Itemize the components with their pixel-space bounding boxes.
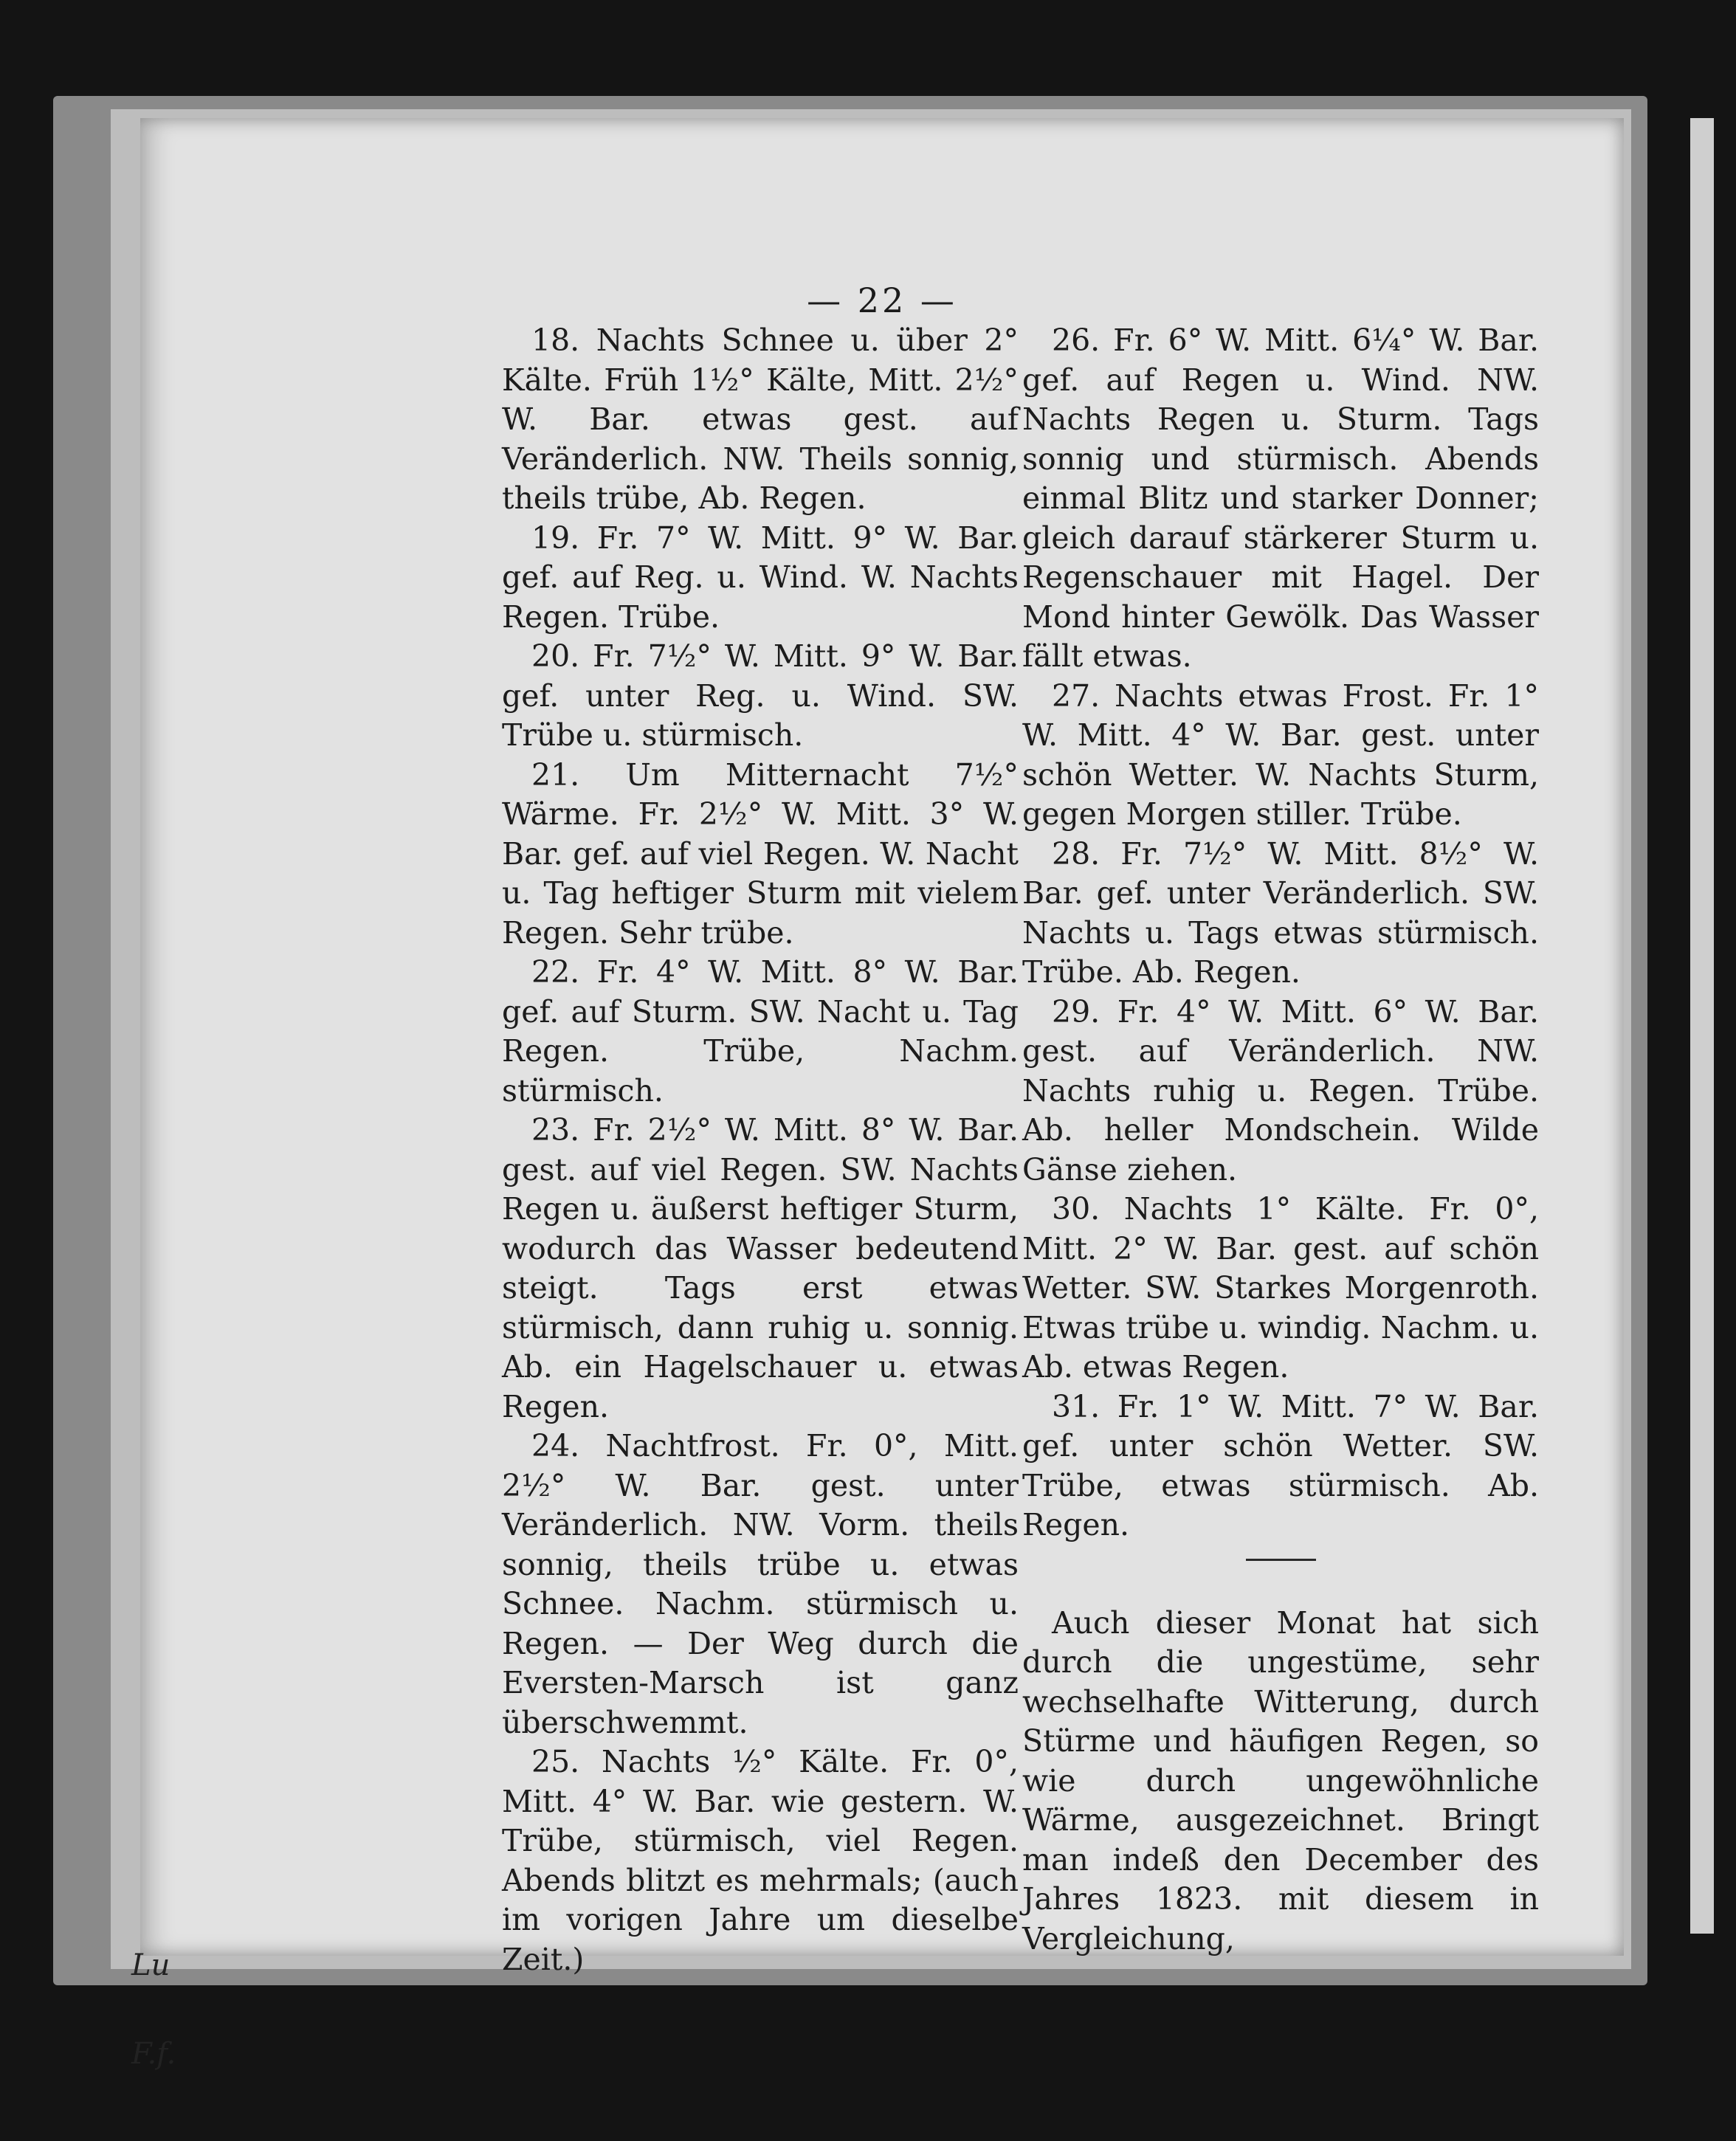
weather-entry-18: 18. Nachts Schnee u. über 2° Kälte. Früh 1½° Kälte, Mitt. 2½° W. Bar. etwas gest. auf Veränderlich. NW. Theils sonnig, theils trübe, Ab. Regen.	[502, 323, 1019, 516]
weather-entry-24: 24. Nachtfrost. Fr. 0°, Mitt. 2½° W. Bar. gest. unter Veränderlich. NW. Vorm. theils sonnig, theils trübe u. etwas Schnee. Nachm. stürmisch u. Regen. — Der Weg durch die Eversten-Marsch ist ganz überschwemmt.	[502, 1428, 1019, 1740]
weather-entry-29: 29. Fr. 4° W. Mitt. 6° W. Bar. gest. auf Veränderlich. NW. Nachts ruhig u. Regen. Trübe. Ab. heller Mondschein. Wilde Gänse ziehen.	[1022, 993, 1539, 1187]
margin-note-1: Lu	[131, 1948, 170, 1982]
right-column	[1022, 321, 1539, 1959]
weather-entry-21: 21. Um Mitternacht 7½° Wärme. Fr. 2½° W. Mitt. 3° W. Bar. gef. auf viel Regen. W. Nacht u. Tag heftiger Sturm mit vielem Regen. Sehr trübe.	[502, 756, 1019, 951]
weather-entry-19: 19. Fr. 7° W. Mitt. 9° W. Bar. gef. auf Reg. u. Wind. W. Nachts Regen. Trübe.	[502, 520, 1019, 635]
next-page-edge	[1690, 118, 1714, 1934]
margin-note-2: F.f.	[131, 2037, 176, 2071]
left-column	[502, 321, 1019, 1979]
weather-entry-27: 27. Nachts etwas Frost. Fr. 1° W. Mitt. 4° W. Bar. gest. unter schön Wetter. W. Nachts Sturm, gegen Morgen stiller. Trübe.	[1022, 678, 1539, 832]
weather-entry-23: 23. Fr. 2½° W. Mitt. 8° W. Bar. gest. auf viel Regen. SW. Nachts Regen u. äußerst heftiger Sturm, wodurch das Wasser bedeutend steigt. Tags erst etwas stürmisch, dann ruhig u. sonnig. Ab. ein Hagelschauer u. etwas Regen.	[502, 1112, 1019, 1424]
month-summary: Auch dieser Monat hat sich durch die ungestüme, sehr wechselhafte Witterung, durch Stürme und häufigen Regen, so wie durch ungewöhnliche Wärme, ausgezeichnet. Bringt man indeß den December des Jahres 1823. mit diesem in Vergleichung,	[1022, 1604, 1539, 1956]
weather-entry-22: 22. Fr. 4° W. Mitt. 8° W. Bar. gef. auf Sturm. SW. Nacht u. Tag Regen. Trübe, Nachm. stürmisch.	[502, 954, 1019, 1109]
weather-entry-30: 30. Nachts 1° Kälte. Fr. 0°, Mitt. 2° W. Bar. gest. auf schön Wetter. SW. Starkes Morgenroth. Etwas trübe u. windig. Nachm. u. Ab. etwas Regen.	[1022, 1191, 1539, 1385]
weather-entry-31: 31. Fr. 1° W. Mitt. 7° W. Bar. gef. unter schön Wetter. SW. Trübe, etwas stürmisch. Ab. Regen.	[1022, 1388, 1539, 1542]
section-divider	[1246, 1559, 1316, 1561]
weather-entry-28: 28. Fr. 7½° W. Mitt. 8½° W. Bar. gef. unter Veränderlich. SW. Nachts u. Tags etwas stürmisch. Trübe. Ab. Regen.	[1022, 835, 1539, 990]
weather-entry-26: 26. Fr. 6° W. Mitt. 6¼° W. Bar. gef. auf Regen u. Wind. NW. Nachts Regen u. Sturm. Tags sonnig und stürmisch. Abends einmal Blitz und starker Donner; gleich darauf stärkerer Sturm u. Regenschauer mit Hagel. Der Mond hinter Gewölk. Das Wasser fällt etwas.	[1022, 323, 1539, 674]
page-number: — 22 —	[807, 280, 957, 320]
weather-entry-25: 25. Nachts ½° Kälte. Fr. 0°, Mitt. 4° W. Bar. wie gestern. W. Trübe, stürmisch, viel Regen. Abends blitzt es mehrmals; (auch im vorigen Jahre um dieselbe Zeit.)	[502, 1744, 1019, 1977]
weather-entry-20: 20. Fr. 7½° W. Mitt. 9° W. Bar. gef. unter Reg. u. Wind. SW. Trübe u. stürmisch.	[502, 638, 1019, 753]
